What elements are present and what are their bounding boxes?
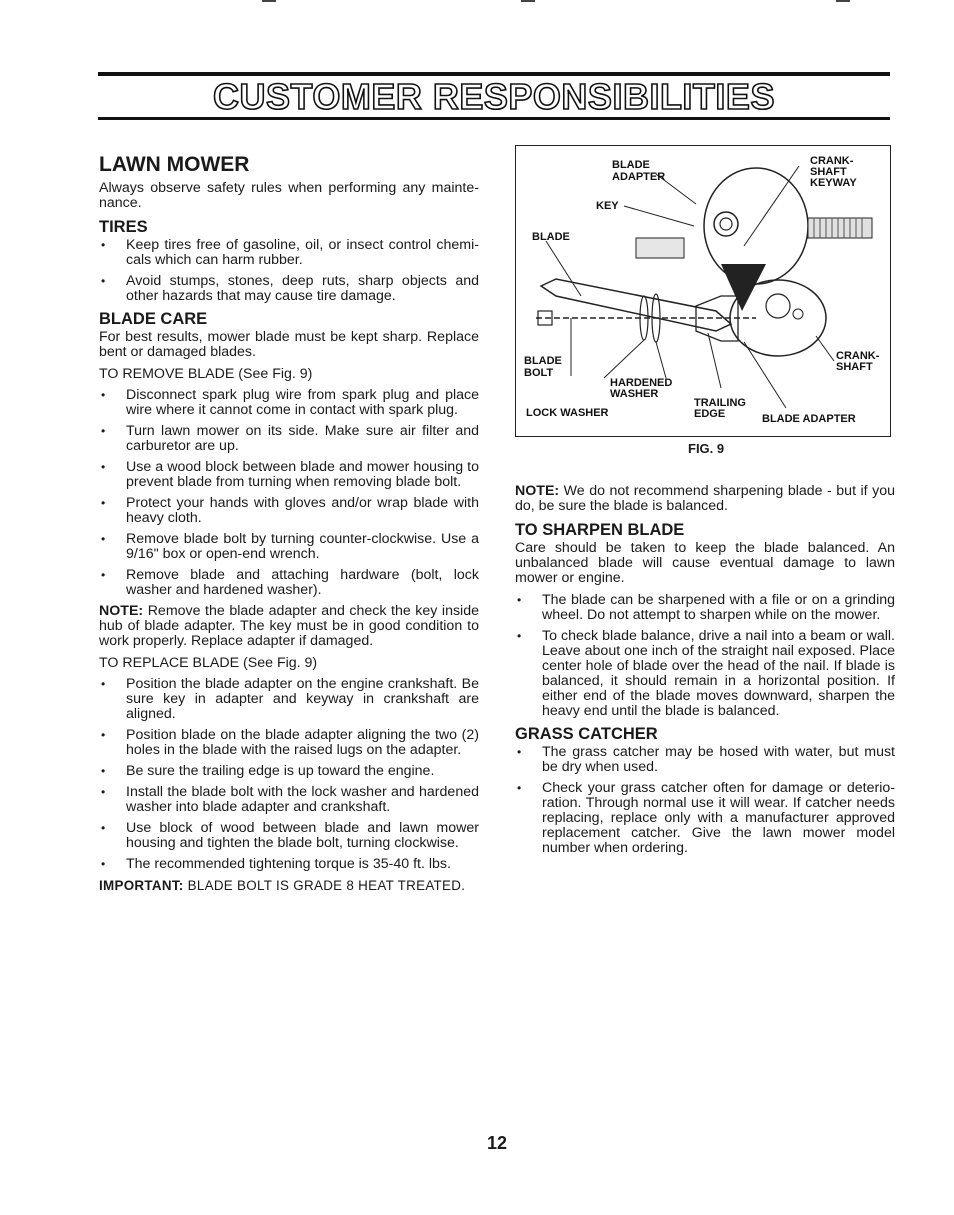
label-trailing-edge: EDGE [694,408,726,420]
scan-mark [836,0,850,2]
label-blade-bolt: BLADE [524,355,562,367]
list-item: • To check blade balance, drive a nail into a beam or wall. Leave about one inch of the straight nail exposed. Place center hole of blade over the head of the nail. If blade is balanced, it should remain in a horizontal position. If either end of the blade moves downward, sharpen the heavy end until the blade is balanced. [515,629,895,719]
sharpen-blade-heading: TO SHARPEN BLADE [515,521,685,539]
list-item: • Use a wood block between blade and mower housing to prevent blade from turning when removing blade bolt. [99,460,479,490]
list-item: • Install the blade bolt with the lock washer and hardened washer into blade adapter and crankshaft. [99,785,479,815]
label-crankshaft: SHAFT [836,361,873,373]
blade-care-heading: BLADE CARE [99,310,208,328]
replace-blade-list [99,677,479,872]
sharpen-list [515,593,895,719]
grass-catcher-list [515,745,895,856]
label-crankshaft-keyway: SHAFT [810,166,847,178]
note-text: We do not recommend sharpening blade - but if you do, be sure the blade is balanced. [515,483,895,514]
list-item: • Remove blade and attaching hardware (bolt, lock washer and hardened washer). [99,568,479,598]
list-item: • The recommended tightening torque is 35-40 ft. lbs. [99,857,479,872]
remove-blade-list [99,388,479,598]
label-lock-washer: LOCK WASHER [526,407,609,419]
replace-blade-heading: TO REPLACE BLADE (See Fig. 9) [99,655,318,671]
label-blade-adapter-top: ADAPTER [612,171,666,183]
lawn-mower-heading: LAWN MOWER [99,153,250,176]
label-crankshaft: CRANK- [836,350,880,362]
list-item: • Avoid stumps, stones, deep ruts, sharp objects and other hazards that may cause tire damage. [99,274,479,304]
left-column [99,154,479,900]
intro-text: Always observe safety rules when performing any mainte-nance. [99,180,479,211]
label-key: KEY [596,200,619,212]
label-hardened-washer: WASHER [610,388,659,400]
label-blade: BLADE [532,231,570,243]
label-blade-bolt: BOLT [524,367,554,379]
scan-mark [521,0,535,2]
blade-care-intro: For best results, mower blade must be kept sharp. Replace bent or damaged blades. [99,329,479,360]
blade-assembly-diagram [516,146,890,436]
list-item: • Remove blade bolt by turning counter-clockwise. Use a 9/16" box or open-end wrench. [99,532,479,562]
important-text: BLADE BOLT IS GRADE 8 HEAT TREATED. [187,878,466,893]
note-text: Remove the blade adapter and check the key inside hub of blade adapter. The key must be in good condition to work properly. Replace adapter if damaged. [99,603,479,649]
adapter-note [99,604,479,649]
note-label: NOTE: [515,483,560,499]
tires-heading: TIRES [99,218,148,236]
list-item: • Check your grass catcher often for damage or deterio-ration. Through normal use it will wear. If catcher needs replacing, replace only with a manufacturer approved replacement catcher. Give the lawn mower model number when ordering. [515,781,895,856]
sharpen-intro: Care should be taken to keep the blade balanced. An unbalanced blade will cause eventual damage to lawn mower or engine. [515,540,895,586]
note-label: NOTE: [99,603,144,619]
list-item: • Be sure the trailing edge is up toward the engine. [99,764,479,779]
label-hardened-washer: HARDENED [610,377,673,389]
title-rule-bottom [98,117,890,120]
label-blade-adapter-top: BLADE [612,159,650,171]
important-label: IMPORTANT: [99,878,184,893]
tires-list [99,238,479,304]
page-title: CUSTOMER RESPONSIBILITIES [213,76,775,117]
grass-catcher-heading: GRASS CATCHER [515,725,658,743]
list-item: • Keep tires free of gasoline, oil, or insect control chemi-cals which can harm rubber. [99,238,479,268]
list-item: • Use block of wood between blade and lawn mower housing and tighten the blade bolt, turning clockwise. [99,821,479,851]
page-number: 12 [487,1133,508,1153]
label-crankshaft-keyway: CRANK- [810,155,854,167]
list-item: • The blade can be sharpened with a file or on a grinding wheel. Do not attempt to sharpen while on the mower. [515,593,895,623]
label-blade-adapter-bottom: BLADE ADAPTER [762,413,856,425]
remove-blade-heading: TO REMOVE BLADE (See Fig. 9) [99,366,313,382]
figure-9 [515,145,891,437]
list-item: • Protect your hands with gloves and/or wrap blade with heavy cloth. [99,496,479,526]
label-crankshaft-keyway: KEYWAY [810,177,857,189]
list-item: • Disconnect spark plug wire from spark plug and place wire where it cannot come in contact with spark plug. [99,388,479,418]
list-item: • Position blade on the blade adapter aligning the two (2) holes in the blade with the raised lugs on the adapter. [99,728,479,758]
figure-caption: FIG. 9 [688,441,725,456]
list-item: • The grass catcher may be hosed with water, but must be dry when used. [515,745,895,775]
sharpen-note [515,484,895,514]
list-item: • Turn lawn mower on its side. Make sure air filter and carburetor are up. [99,424,479,454]
list-item: • Position the blade adapter on the engine crankshaft. Be sure key in adapter and keyway in crankshaft are aligned. [99,677,479,722]
label-trailing-edge: TRAILING [694,397,746,409]
right-column [515,484,895,862]
scan-mark [262,0,276,2]
important-note [99,878,479,893]
